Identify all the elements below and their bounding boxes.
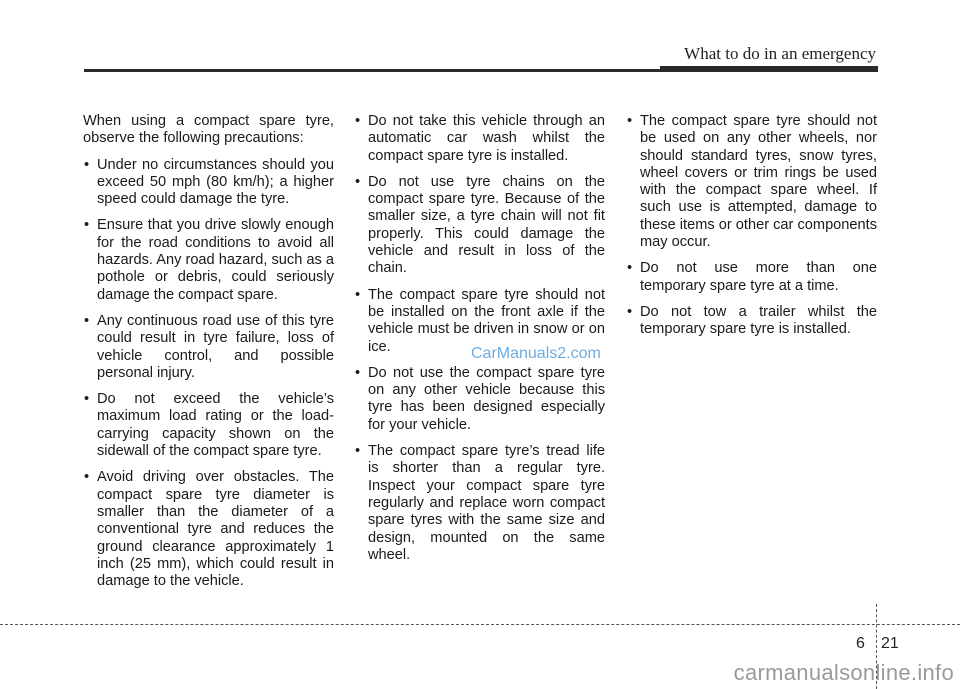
list-item-text: The compact spare tyre should not be used on any other wheels, nor should standard tyres, snow tyres, wheel covers or trim rings be used with the compact spare wheel. If such use is attempted, damage to these items or other car components may occur.: [640, 113, 877, 251]
site-watermark: carmanualsonline.info: [733, 660, 954, 685]
bullet-icon: •: [355, 286, 361, 303]
precaution-list: [354, 113, 605, 564]
footer-rule: [0, 624, 960, 625]
bullet-icon: •: [355, 113, 361, 129]
list-item-text: Do not exceed the vehicle’s maximum load rating or the load-carrying capacity shown on the sidewall of the compact spare tyre.: [97, 391, 334, 460]
list-item: [83, 391, 334, 460]
bullet-icon: •: [84, 391, 90, 408]
list-item: [626, 304, 877, 339]
bullet-icon: •: [84, 156, 90, 173]
list-item-text: Do not use the compact spare tyre on any other vehicle because this tyre has been designed especially for your vehicle.: [368, 364, 605, 433]
chapter-number: 6: [856, 635, 865, 652]
list-item: [354, 443, 605, 564]
page-number: 21: [881, 635, 899, 652]
column-middle: [354, 113, 605, 573]
precaution-list: [83, 157, 334, 591]
list-item-text: Do not tow a trailer whilst the temporary spare tyre is installed.: [640, 303, 877, 338]
bullet-icon: •: [84, 312, 90, 329]
column-left: [83, 113, 334, 599]
list-item: [83, 313, 334, 382]
list-item-text: Avoid driving over obstacles. The compact spare tyre diameter is smaller than the diameter of a conventional tyre and reduces the ground clearance approximately 1 inch (25 mm), which could result in damage to the vehicle.: [97, 469, 334, 590]
list-item: [354, 174, 605, 278]
column-right: [626, 113, 877, 348]
list-item-text: Do not use more than one temporary spare tyre at a time.: [640, 260, 877, 294]
bullet-icon: •: [84, 217, 90, 234]
bullet-icon: •: [627, 113, 633, 129]
list-item-text: The compact spare tyre should not be installed on the front axle if the vehicle must be driven in snow or on ice.: [368, 286, 605, 355]
list-item: [354, 113, 605, 165]
header-rule-tab: [660, 66, 878, 72]
list-item-text: Do not take this vehicle through an automatic car wash whilst the compact spare tyre is installed.: [368, 113, 605, 164]
bullet-icon: •: [355, 443, 361, 460]
list-item: [83, 217, 334, 303]
precaution-list: [626, 113, 877, 339]
section-title: What to do in an emergency: [684, 44, 876, 63]
bullet-icon: •: [627, 303, 633, 320]
list-item-text: Any continuous road use of this tyre could result in tyre failure, loss of vehicle control, and possible personal injury.: [97, 312, 334, 381]
bullet-icon: •: [355, 173, 361, 190]
bullet-icon: •: [355, 364, 361, 381]
bullet-icon: •: [627, 260, 633, 277]
list-item: [83, 469, 334, 590]
list-item-text: Under no circumstances should you exceed 50 mph (80 km/h); a higher speed could damage the tyre.: [97, 156, 334, 208]
list-item: [626, 113, 877, 251]
list-item-text: The compact spare tyre’s tread life is shorter than a regular tyre. Inspect your compact spare tyre regularly and replace worn compact spare tyres with the same size and design, mounted on the same wheel.: [368, 443, 605, 563]
list-item: [83, 157, 334, 209]
list-item: [626, 260, 877, 295]
intro-paragraph: When using a compact spare tyre, observe the following precautions:: [83, 113, 334, 147]
list-item-text: Do not use tyre chains on the compact spare tyre. Because of the smaller size, a tyre chain will not fit properly. This could damage the vehicle and result in loss of the chain.: [368, 173, 605, 277]
list-item-text: Ensure that you drive slowly enough for the road conditions to avoid all hazards. Any road hazard, such as a pothole or debris, could seriously damage the compact spare.: [97, 217, 334, 303]
watermark-text: CarManuals2.com: [471, 345, 601, 362]
bullet-icon: •: [84, 469, 90, 486]
list-item: [354, 365, 605, 434]
